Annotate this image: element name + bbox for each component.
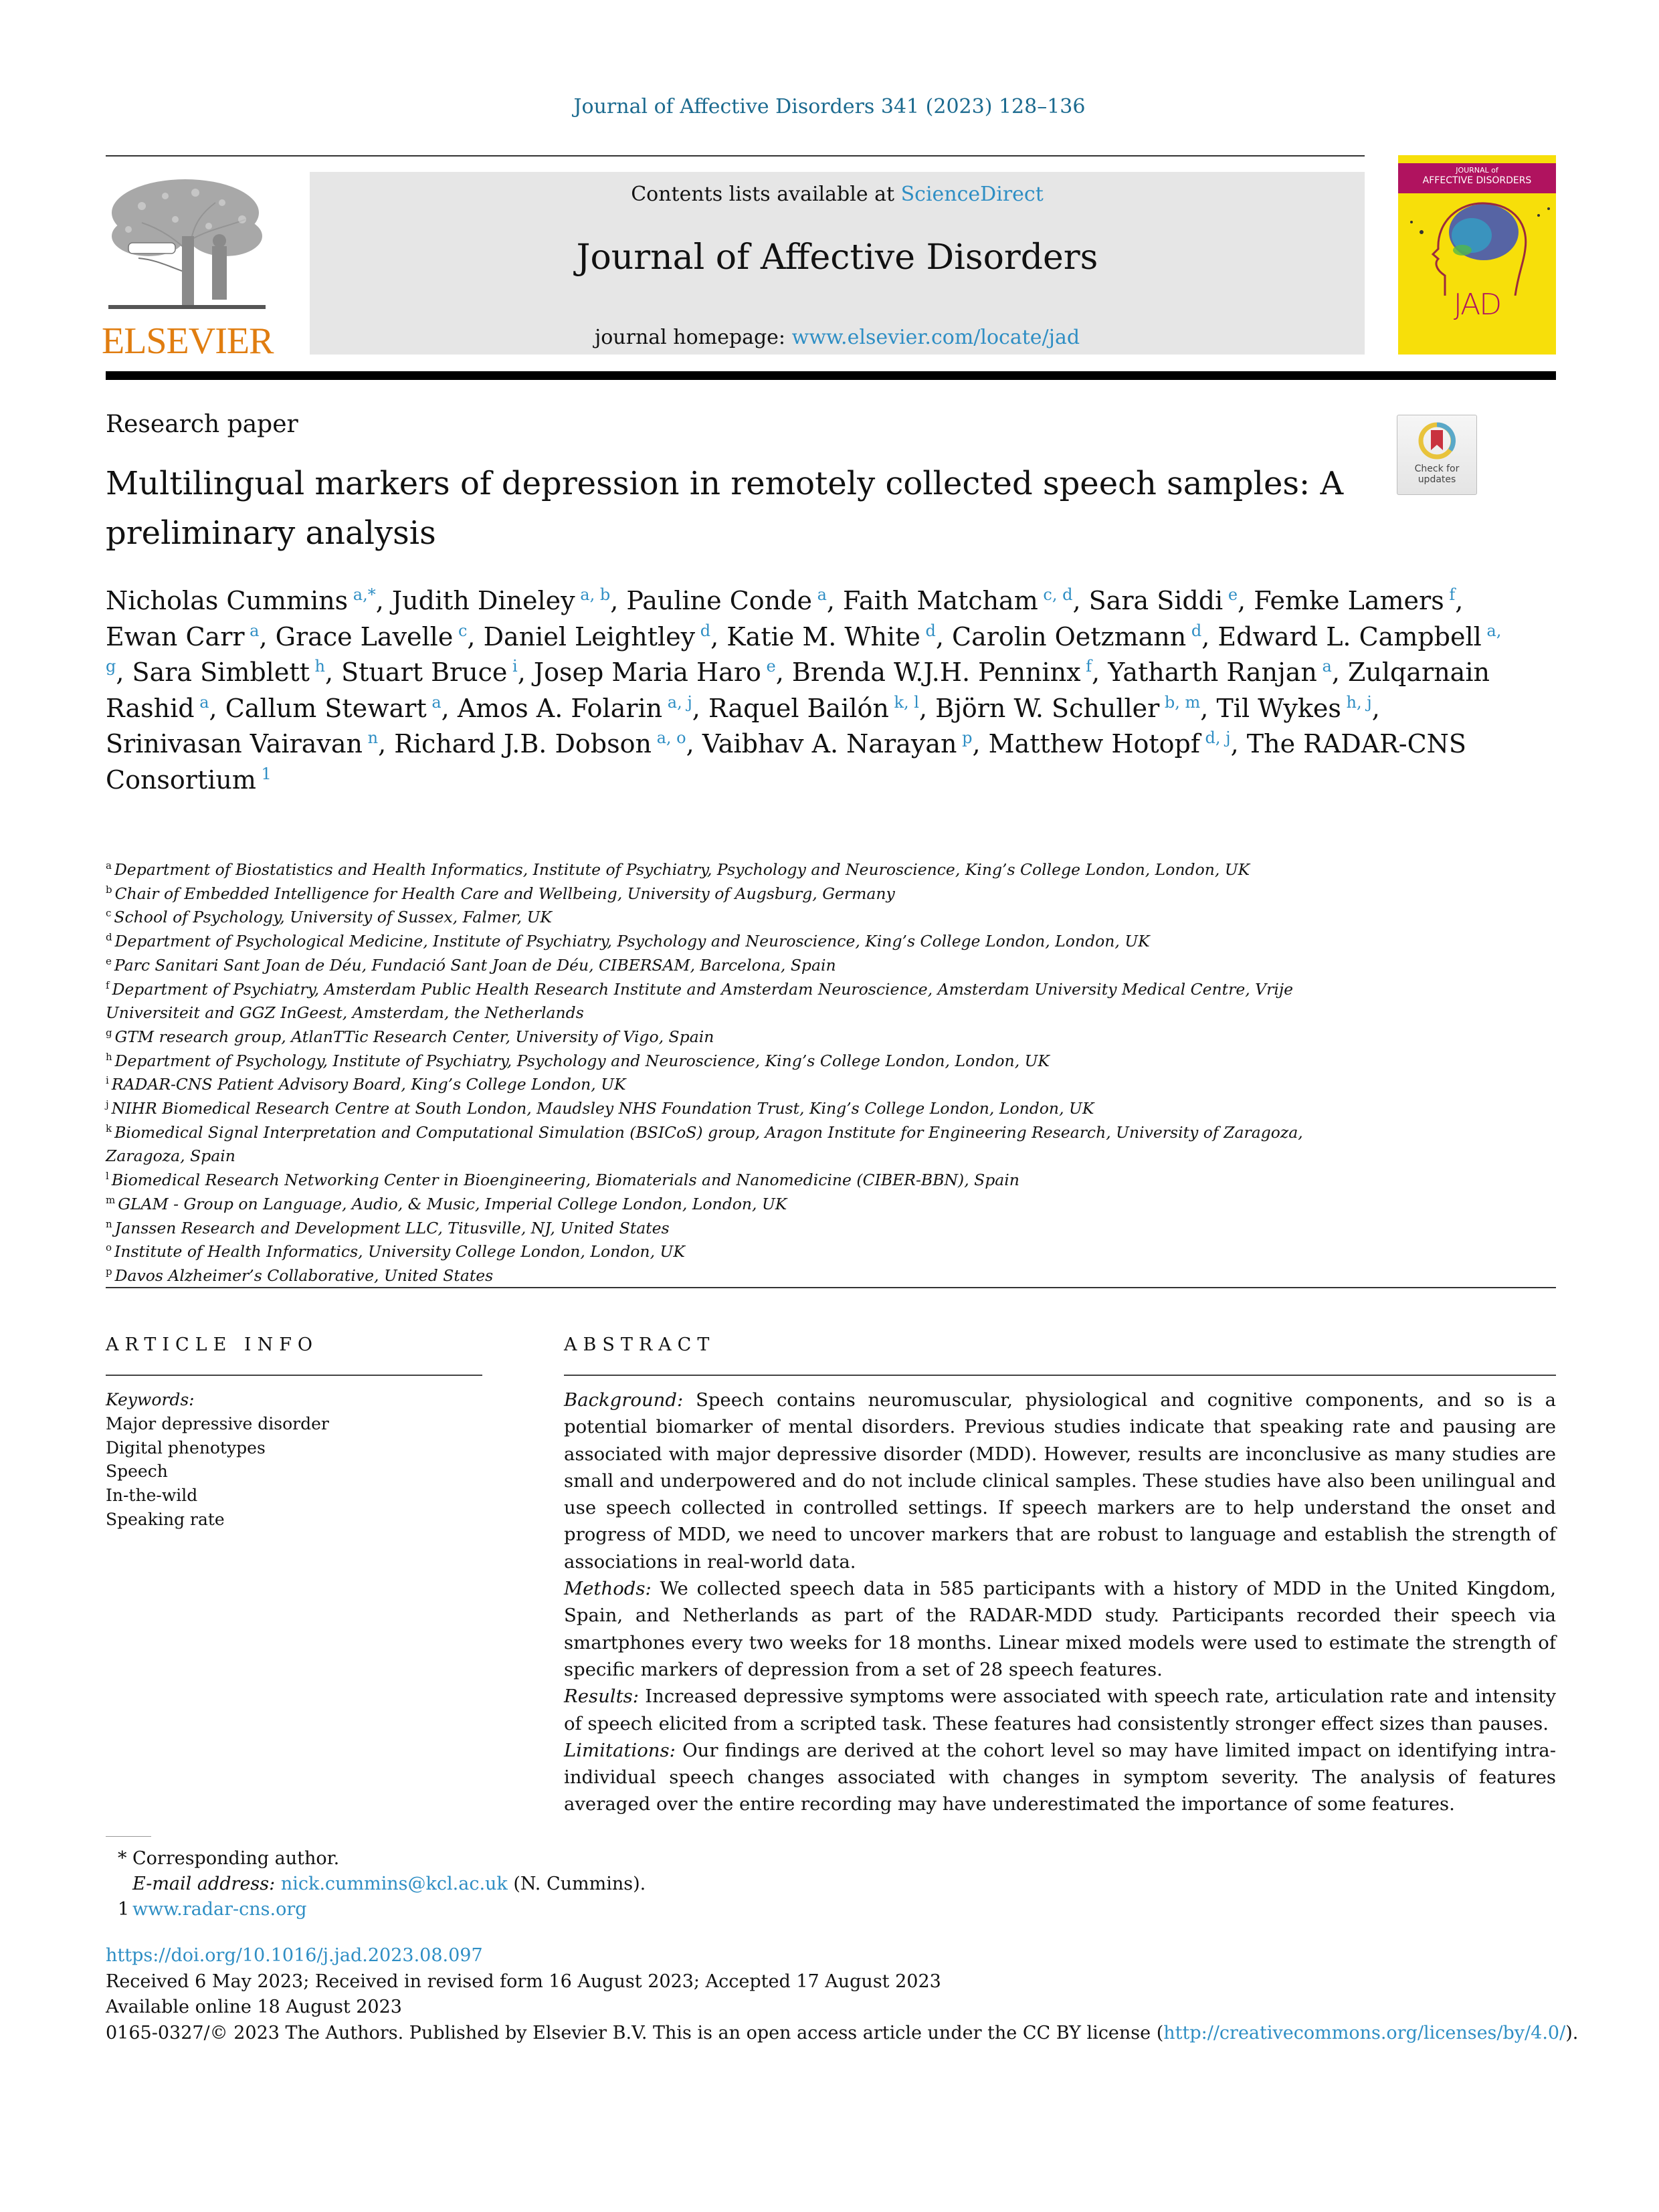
- author-affiliation-marker[interactable]: b, m: [1159, 692, 1201, 712]
- affiliation-text: Institute of Health Informatics, University College London, London, UK: [114, 1242, 685, 1262]
- author-name[interactable]: Matthew Hotopf: [988, 729, 1200, 759]
- affiliation-text: NIHR Biomedical Research Centre at South London, Maudsley NHS Foundation Trust, King’s College London, London, UK: [111, 1099, 1094, 1118]
- abstract-label: Limitations:: [564, 1739, 676, 1761]
- journal-header-box: [310, 172, 1365, 355]
- affiliation-key: h: [106, 1050, 112, 1063]
- available-online: Available online 18 August 2023: [106, 1997, 402, 2017]
- affiliation-text: Biomedical Research Networking Center in Bioengineering, Biomaterials and Nanomedicine (CIBER-BBN), Spain: [111, 1171, 1019, 1190]
- affiliation-key: o: [106, 1241, 112, 1254]
- author-affiliation-marker[interactable]: a, g: [106, 621, 1502, 676]
- affiliation-item: [106, 1073, 1377, 1097]
- author-name[interactable]: Ewan Carr: [106, 621, 245, 651]
- abstract-text: We collected speech data in 585 participants with a history of MDD in the United Kingdom, Spain, and Netherlands as part of the RADAR-MDD study. Participants recorded their speech via smartphones every two weeks for 18 months. Linear mixed models were used to estimate the strength of specific markers of depression from a set of 28 speech features.: [564, 1578, 1556, 1680]
- footnote-rule: [106, 1836, 151, 1837]
- author-affiliation-marker[interactable]: f: [1080, 657, 1092, 676]
- abstract-text: Our findings are derived at the cohort level so may have limited impact on identifying intraindividual speech changes associated with changes in symptom severity. The analysis of features averaged over the entire recording may have underestimated the importance of some features.: [564, 1739, 1556, 1815]
- journal-homepage-link[interactable]: www.elsevier.com/locate/jad: [791, 326, 1080, 349]
- keywords-label: Keywords:: [106, 1390, 195, 1409]
- affiliation-text: Department of Biostatistics and Health Informatics, Institute of Psychiatry, Psychology and Neuroscience, King’s College London, London, UK: [114, 860, 1250, 879]
- affiliation-text: GLAM - Group on Language, Audio, & Music, Imperial College London, London, UK: [118, 1194, 787, 1213]
- journal-homepage-line: [310, 326, 1365, 349]
- abstract-label: Results:: [564, 1686, 640, 1708]
- affiliation-key: e: [106, 954, 112, 967]
- check-updates-badge-icon: [1417, 421, 1457, 461]
- author-name[interactable]: Sara Simblett: [132, 658, 310, 687]
- author-name[interactable]: Raquel Bailón: [708, 693, 889, 723]
- author-affiliation-marker[interactable]: a: [426, 692, 442, 712]
- homepage-prefix: journal homepage:: [594, 326, 792, 349]
- journal-cover-image[interactable]: [1398, 155, 1556, 355]
- author-name[interactable]: Carolin Oetzmann: [952, 621, 1187, 651]
- affiliation-item: [106, 1240, 1377, 1264]
- email-line: [106, 1872, 646, 1897]
- affiliation-text: Parc Sanitari Sant Joan de Déu, Fundació Sant Joan de Déu, CIBERSAM, Barcelona, Spain: [114, 955, 836, 975]
- affiliation-item: [106, 1264, 1377, 1288]
- author-affiliation-marker[interactable]: 1: [256, 764, 272, 783]
- journal-title: Journal of Affective Disorders: [576, 237, 1098, 278]
- affiliation-item: [106, 1097, 1377, 1121]
- affiliation-text: RADAR-CNS Patient Advisory Board, King’s College London, UK: [111, 1075, 626, 1094]
- elsevier-wordmark: ELSEVIER: [102, 320, 274, 362]
- affiliation-text: Janssen Research and Development LLC, Titusville, NJ, United States: [114, 1218, 670, 1237]
- footnotes: [106, 1846, 646, 1922]
- contents-prefix: Contents lists available at: [631, 183, 901, 206]
- abstract-heading: ABSTRACT: [564, 1334, 716, 1355]
- article-footer: [106, 1943, 1577, 2046]
- header-bar: [106, 371, 1556, 380]
- abstract-text: Speech contains neuromuscular, physiological and cognitive components, and so is a potential biomarker of mental disorders. Previous studies indicate that speaking rate and pausing are associated with major depressive disorder (MDD). However, results are inconclusive as many studies are small and underpowered and do not include clinical samples. These studies have also been unilingual and use speech collected in controlled settings. If speech markers are to help understand the onset and progress of MDD, we need to uncover markers that are robust to language and establish the strength of associations in real-world data.: [564, 1389, 1556, 1573]
- author-name[interactable]: Femke Lamers: [1254, 586, 1444, 615]
- affiliation-text: GTM research group, AtlanTTic Research Center, University of Vigo, Spain: [114, 1027, 714, 1046]
- affiliation-item: [106, 1169, 1377, 1193]
- author-name[interactable]: Josep Maria Haro: [533, 658, 761, 687]
- affiliation-key: k: [106, 1122, 112, 1134]
- affiliation-key: n: [106, 1217, 112, 1230]
- affiliation-key: d: [106, 931, 112, 944]
- author-affiliation-marker[interactable]: a, o: [651, 728, 686, 747]
- keyword-item: Speaking rate: [106, 1509, 225, 1529]
- check-updates-label: Check for updates: [1414, 464, 1460, 485]
- affiliation-key: j: [106, 1098, 109, 1111]
- affiliation-text: Biomedical Signal Interpretation and Computational Simulation (BSICoS) group, Aragon Institute for Engineering Research, University of Zaragoza, Zaragoza, Spain: [106, 1122, 1303, 1166]
- contents-line: [310, 183, 1365, 206]
- author-affiliation-marker[interactable]: e: [1223, 585, 1238, 604]
- affiliation-key: g: [106, 1026, 112, 1039]
- article-title: Multilingual markers of depression in remotely collected speech samples: A preliminary analysis: [106, 465, 1344, 552]
- abstract-limitations: [564, 1737, 1556, 1818]
- abstract-results: [564, 1683, 1556, 1737]
- keyword-item: Major depressive disorder: [106, 1413, 329, 1433]
- footnote-1: [106, 1897, 646, 1922]
- affiliation-key: b: [106, 883, 112, 896]
- article-type: Research paper: [106, 411, 298, 438]
- author-name[interactable]: Richard J.B. Dobson: [394, 729, 652, 759]
- article-history: Received 6 May 2023; Received in revised form 16 August 2023; Accepted 17 August 2023: [106, 1971, 941, 1992]
- corresponding-author-text: Corresponding author.: [132, 1848, 340, 1869]
- affiliation-text: Davos Alzheimer’s Collaborative, United States: [114, 1266, 494, 1285]
- author-name[interactable]: Faith Matcham: [843, 586, 1038, 615]
- copyright-suffix: ).: [1565, 2022, 1579, 2043]
- header-rule: [106, 155, 1365, 157]
- author-affiliation-marker[interactable]: e: [761, 657, 776, 676]
- affiliation-item: [106, 954, 1377, 978]
- affiliation-item: [106, 1217, 1377, 1241]
- author-affiliation-marker[interactable]: d, j: [1199, 728, 1231, 747]
- keyword-item: Speech: [106, 1462, 168, 1482]
- author-affiliation-marker[interactable]: c, d: [1038, 585, 1073, 604]
- email-link[interactable]: nick.cummins@kcl.ac.uk: [280, 1874, 508, 1894]
- affiliation-text: Chair of Embedded Intelligence for Health Care and Wellbeing, University of Augsburg, Germany: [114, 884, 895, 903]
- author-affiliation-marker[interactable]: d: [695, 621, 711, 640]
- affiliation-key: m: [106, 1193, 116, 1206]
- sciencedirect-link[interactable]: ScienceDirect: [900, 183, 1044, 206]
- abstract-methods: [564, 1575, 1556, 1683]
- affiliation-key: p: [106, 1265, 112, 1278]
- author-name[interactable]: Edward L. Campbell: [1217, 621, 1482, 651]
- author-affiliation-marker[interactable]: c: [453, 621, 468, 640]
- author-affiliation-marker[interactable]: n: [363, 728, 379, 747]
- journal-reference[interactable]: Journal of Affective Disorders 341 (2023) 128–136: [573, 95, 1086, 118]
- abstract-rule: [564, 1375, 1556, 1376]
- author-name[interactable]: Grace Lavelle: [275, 621, 454, 651]
- author-affiliation-marker[interactable]: a, j: [662, 692, 692, 712]
- footnote-mark: 1: [118, 1899, 130, 1920]
- author-name[interactable]: Til Wykes: [1216, 693, 1341, 723]
- abstract-label: Background:: [564, 1389, 684, 1411]
- author-affiliation-marker[interactable]: a, b: [575, 585, 611, 604]
- cover-title-band: [1398, 163, 1556, 193]
- elsevier-logo[interactable]: [102, 173, 274, 362]
- affiliation-key: i: [106, 1074, 109, 1087]
- check-for-updates-button[interactable]: [1397, 415, 1477, 495]
- email-suffix: (N. Cummins).: [507, 1874, 646, 1894]
- author-affiliation-marker[interactable]: d: [920, 621, 936, 640]
- article-info-heading: ARTICLE INFO: [106, 1334, 319, 1355]
- affiliation-item: [106, 1193, 1377, 1217]
- corresponding-author-note: [106, 1846, 646, 1872]
- affiliation-key: c: [106, 907, 112, 920]
- author-affiliation-marker[interactable]: i: [507, 657, 518, 676]
- author-affiliation-marker[interactable]: d: [1186, 621, 1202, 640]
- copyright-text: 0165-0327/© 2023 The Authors. Published by Elsevier B.V. This is an open access article under the CC BY license (: [106, 2022, 1164, 2043]
- affiliation-item: [106, 906, 1377, 930]
- affiliation-text: Department of Psychology, Institute of Psychiatry, Psychology and Neuroscience, King’s College London, London, UK: [114, 1051, 1050, 1070]
- affiliation-item: [106, 1025, 1377, 1049]
- affiliation-key: a: [106, 860, 112, 872]
- author-name[interactable]: Sara Siddi: [1088, 586, 1224, 615]
- author-affiliation-marker[interactable]: a: [1316, 657, 1332, 676]
- doi-link[interactable]: https://doi.org/10.1016/j.jad.2023.08.097: [106, 1945, 483, 1966]
- author-name[interactable]: Vaibhav A. Narayan: [702, 729, 957, 759]
- cover-title-line1: JOURNAL of: [1456, 166, 1498, 175]
- author-affiliation-marker[interactable]: a: [811, 585, 827, 604]
- author-affiliation-marker[interactable]: k, l: [888, 692, 919, 712]
- author-name[interactable]: Callum Stewart: [225, 693, 427, 723]
- affiliation-key: f: [106, 979, 110, 991]
- radar-cns-link[interactable]: www.radar-cns.org: [132, 1899, 307, 1920]
- author-name[interactable]: Judith Dineley: [391, 586, 575, 615]
- affiliation-key: l: [106, 1170, 109, 1183]
- author-name[interactable]: The RADAR-CNS Consortium: [106, 729, 1466, 795]
- author-name[interactable]: Stuart Bruce: [341, 658, 508, 687]
- author-name[interactable]: Amos A. Folarin: [457, 693, 663, 723]
- article-info-rule: [106, 1375, 482, 1376]
- author-affiliation-marker[interactable]: f: [1444, 585, 1456, 604]
- author-affiliation-marker[interactable]: a: [244, 621, 260, 640]
- author-name[interactable]: Katie M. White: [726, 621, 920, 651]
- author-name[interactable]: Pauline Conde: [626, 586, 812, 615]
- license-link[interactable]: http://creativecommons.org/licenses/by/4.0/: [1163, 2022, 1566, 2043]
- head-silhouette-icon: [1398, 195, 1556, 296]
- author-list: Nicholas Cummins $^{a,*}$, Judith Dineley $^{a, b}$, Pauline Conde $^a$, Faith Matcham $^{c, d}$, Sara Siddi $^e$, Femke Lamers $^f$, Ewan Carr $^a$, Grace Lavelle $^c$, Daniel Leightley $^d$, Katie M. White $^d$, Carolin Oetzmann $^d$, Edward L. Campbell $^{a, g}$, Sara Simblett $^h$, Stuart Bruce $^i$, Josep Maria Haro $^e$, Brenda W.J.H. Penninx $^f$, Yatharth Ranjan $^a$, Zulqarnain Rashid $^a$, Callum Stewart $^a$, Amos A. Folarin $^{a, j}$, Raquel Bailón $^{k, l}$, Björn W. Schuller $^{b, m}$, Til Wykes $^{h, j}$, Srinivasan Vairavan $^n$, Richard J.B. Dobson $^{a, o}$, Vaibhav A. Narayan $^p$, Matthew Hotopf $^{d, j}$, The RADAR-CNS Consortium $^1$: [106, 585, 1502, 795]
- author-name[interactable]: Srinivasan Vairavan: [106, 729, 363, 759]
- affiliation-item: [106, 858, 1377, 882]
- abstract-body: [564, 1387, 1556, 1818]
- affiliation-item: [106, 882, 1377, 906]
- affiliation-text: Department of Psychiatry, Amsterdam Public Health Research Institute and Amsterdam Neuroscience, Amsterdam University Medical Centre, Vrije Universiteit and GGZ InGeest, Amsterdam, the Netherlands: [106, 979, 1294, 1023]
- section-divider: [106, 1287, 1556, 1288]
- abstract-background: [564, 1387, 1556, 1575]
- cover-title-line2: AFFECTIVE DISORDERS: [1422, 175, 1532, 186]
- author-affiliation-marker[interactable]: h, j: [1341, 692, 1372, 712]
- abstract-text: Increased depressive symptoms were associated with speech rate, articulation rate and intensity of speech elicited from a scripted task. These features had consistently stronger effect sizes than pauses.: [564, 1686, 1556, 1734]
- author-name[interactable]: Björn W. Schuller: [935, 693, 1160, 723]
- author-name[interactable]: Nicholas Cummins: [106, 586, 349, 615]
- affiliation-item: [106, 930, 1377, 954]
- author-affiliation-marker[interactable]: a,*: [348, 585, 376, 604]
- author-name[interactable]: Daniel Leightley: [483, 621, 696, 651]
- affiliation-text: Department of Psychological Medicine, Institute of Psychiatry, Psychology and Neuroscience, King’s College London, London, UK: [114, 932, 1150, 951]
- affiliation-list: [106, 858, 1377, 1288]
- affiliation-text: School of Psychology, University of Sussex, Falmer, UK: [114, 908, 552, 927]
- keyword-item: Digital phenotypes: [106, 1437, 266, 1457]
- author-affiliation-marker[interactable]: p: [957, 728, 973, 747]
- author-name[interactable]: Yatharth Ranjan: [1108, 658, 1317, 687]
- author-name[interactable]: Zulqarnain Rashid: [106, 658, 1490, 723]
- footnote-mark: *: [118, 1848, 127, 1869]
- keywords-block: [106, 1388, 329, 1532]
- affiliation-item: [106, 1121, 1377, 1169]
- abstract-label: Methods:: [564, 1578, 652, 1600]
- author-name[interactable]: Brenda W.J.H. Penninx: [791, 658, 1081, 687]
- cover-acronym: JAD: [1453, 288, 1501, 322]
- affiliation-item: [106, 1049, 1377, 1074]
- keyword-item: In-the-wild: [106, 1486, 198, 1506]
- copyright-line: [106, 2021, 1577, 2047]
- author-affiliation-marker[interactable]: h: [309, 657, 325, 676]
- email-label: E-mail address:: [132, 1874, 276, 1894]
- author-affiliation-marker[interactable]: a: [194, 692, 209, 712]
- elsevier-tree-icon: [102, 173, 269, 313]
- affiliation-item: [106, 978, 1377, 1025]
